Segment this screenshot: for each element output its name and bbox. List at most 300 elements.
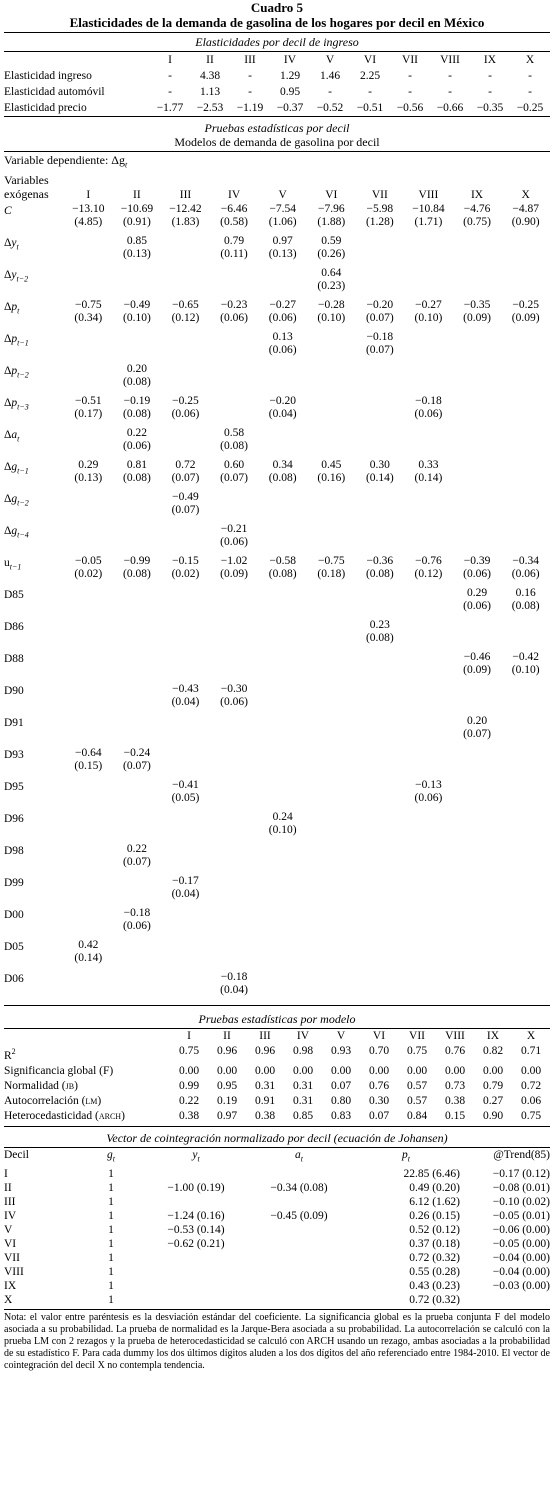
coefficient-cell [258,491,307,523]
elasticity-row [4,84,550,100]
coefficient-cell: −10.84 (1.71) [412,203,445,228]
coefficient-cell [404,491,453,523]
test-value: 0.07 [368,1110,390,1123]
elasticity-value: - [248,70,252,82]
variable-name: D00 [4,909,24,922]
regression-row [4,971,550,1003]
regression-row [4,939,550,971]
decile-label: IX [4,1279,17,1292]
decile-header: I [187,1030,191,1043]
g-value: 1 [108,1237,114,1250]
a-value: −0.34 (0.08) [270,1181,328,1194]
elasticity-value: 1.29 [279,70,301,82]
coefficient-cell: −0.19 (0.08) [122,395,151,420]
p-value: 6.12 (1.62) [409,1195,460,1208]
coefficient-cell: 0.64 (0.23) [317,267,346,292]
coefficient-cell [307,939,356,971]
decile-header: IX [470,189,484,202]
coefficient-cell [453,363,502,395]
coefficient-cell: −0.27 (0.06) [268,299,297,324]
test-value: 0.95 [216,1080,238,1093]
cointegration-header: $p_t$ [402,1149,410,1164]
test-value: 0.00 [178,1065,200,1078]
variable-name: D93 [4,749,24,762]
coefficient-cell: 0.45 (0.16) [317,459,346,484]
decile-header: VII [402,54,418,66]
coefficient-cell [113,587,162,619]
coefficient-cell [258,363,307,395]
coefficient-cell: 0.97 (0.13) [268,235,297,260]
g-value: 1 [108,1293,114,1306]
table-title: Elasticidades de la demanda de gasolina de los hogares por decil en México [69,15,485,30]
elasticity-value: 2.25 [359,70,381,82]
coefficient-cell: −0.18 (0.07) [365,331,394,356]
coefficient-cell [501,683,550,715]
coefficient-cell [404,363,453,395]
decile-header: VIII [418,189,439,202]
decile-header: II [206,54,214,66]
test-value: 0.00 [520,1065,542,1078]
coefficient-cell [210,747,259,779]
coefficient-cell [258,747,307,779]
coefficient-cell [210,811,259,843]
models-subtitle: Modelos de demanda de gasolina por decil [174,135,380,149]
coefficient-cell [210,907,259,939]
p-value: 0.26 (0.15) [409,1209,460,1222]
section-tests-by-model-title: Pruebas estadísticas por modelo [198,1012,356,1027]
regression-row [4,651,550,683]
p-value: 0.37 (0.18) [409,1237,460,1250]
elasticity-name: Elasticidad precio [4,102,87,114]
coefficient-cell [64,875,113,907]
test-value: 0.71 [520,1045,542,1058]
coefficient-cell [356,395,405,427]
elasticity-value: - [488,70,492,82]
coefficient-cell [453,459,502,491]
decile-header: V [325,54,335,66]
coefficient-cell [356,683,405,715]
a-value [246,1167,352,1181]
variable-name: D99 [4,877,24,890]
elasticity-name: Elasticidad ingreso [4,70,92,82]
g-value: 1 [108,1279,114,1292]
dependent-variable-label: Variable dependiente: $\Delta g_t$ [4,153,128,170]
coefficient-cell: −0.99 (0.08) [122,555,151,580]
test-value: 0.93 [330,1045,352,1058]
cointegration-header: $g_t$ [107,1149,115,1164]
coefficient-cell [453,523,502,555]
coefficient-cell [210,875,259,907]
decile-header: I [86,189,91,202]
coefficient-cell [161,363,210,395]
coefficient-cell [453,427,502,459]
regression-header-row [4,173,550,203]
decile-label: X [4,1293,13,1306]
trend-value: −0.05 (0.00) [492,1237,550,1250]
coefficient-cell [258,651,307,683]
cointegration-row [4,1181,550,1195]
decile-header: IV [296,1030,310,1043]
variable-name: $\Delta g_{t-1}$ [4,461,29,476]
coefficient-cell [404,875,453,907]
coefficient-cell: 0.29 (0.13) [74,459,103,484]
coefficient-cell [356,427,405,459]
variable-name: $\Delta p_{t-2}$ [4,365,29,380]
coefficient-cell [404,587,453,619]
elasticity-value: −2.53 [196,102,224,114]
test-value: 0.70 [368,1045,390,1058]
coefficient-cell [161,971,210,1003]
decile-header: II [133,189,141,202]
coefficient-cell [64,715,113,747]
coefficient-cell [501,523,550,555]
decile-label: IV [4,1209,17,1222]
coefficient-cell [404,971,453,1003]
a-value [246,1237,352,1251]
coefficient-cell [161,619,210,651]
coefficient-cell [501,459,550,491]
p-value: 22.85 (6.46) [403,1167,460,1180]
coefficient-cell [307,811,356,843]
coefficient-cell: −7.96 (1.88) [317,203,346,228]
coefficient-cell [64,235,113,267]
coefficient-cell [210,267,259,299]
coefficient-cell: −0.20 (0.07) [365,299,394,324]
coefficient-cell [161,811,210,843]
coefficient-cell [210,491,259,523]
regression-table [4,173,550,1003]
test-name: $R^2$ [4,1047,16,1063]
coefficient-cell [356,715,405,747]
regression-row [4,843,550,875]
coefficient-cell [161,715,210,747]
coefficient-cell: −0.42 (0.10) [511,651,540,676]
coefficient-cell [453,875,502,907]
elasticity-value: - [168,70,172,82]
y-value [146,1167,246,1181]
cointegration-table [4,1148,550,1306]
y-value [146,1265,246,1279]
elasticity-name: Elasticidad automóvil [4,86,105,98]
trend-value: −0.08 (0.01) [492,1181,550,1194]
decile-label: II [4,1181,12,1194]
coefficient-cell: −0.64 (0.15) [74,747,103,772]
coefficient-cell: 0.33 (0.14) [414,459,443,484]
coefficient-cell [161,843,210,875]
elasticity-value: - [408,70,412,82]
coefficient-cell [258,619,307,651]
coefficient-cell [453,971,502,1003]
coefficient-cell [356,491,405,523]
test-value: 0.57 [406,1095,428,1108]
coefficient-cell [307,587,356,619]
coefficient-cell: 0.20 (0.07) [463,715,491,740]
coefficient-cell [64,971,113,1003]
coefficient-cell [453,267,502,299]
coefficient-cell [258,267,307,299]
coefficient-cell: 0.72 (0.07) [171,459,200,484]
coefficient-cell [453,747,502,779]
coefficient-cell [404,683,453,715]
model-test-row [4,1064,550,1079]
coefficient-cell [307,491,356,523]
coefficient-cell [64,683,113,715]
test-value: 0.19 [216,1095,238,1108]
g-value: 1 [108,1167,114,1180]
test-name: Significancia global (F) [4,1065,114,1078]
trend-value: −0.05 (0.01) [492,1209,550,1222]
test-value: 0.76 [368,1080,390,1093]
regression-row [4,523,550,555]
coefficient-cell [356,363,405,395]
test-value: 0.38 [254,1110,276,1123]
coefficient-cell [161,939,210,971]
variable-name: D06 [4,973,24,986]
coefficient-cell [404,619,453,651]
table-note: Nota: el valor entre paréntesis es la desviación estándar del coeficiente. La significancia global es la prueba conjunta F del modelo asociada a su probabilidad. La prueba de normalidad es la Jarque-Bera asociada a su probabilidad. La autocorrelación se calculó con la prueba LM con 2 rezagos y la prueba de heterocedasticidad se calculó con ARCH usando un rezago, ambas asociadas a la probabilidad de su estadístico F. Para cada dummy los dos últimos dígitos aluden a los dos dígitos del año referenciado entre 1984-2010. El vector de cointegración del decil X no contempla tendencia. [4,1311,550,1371]
coefficient-cell: −1.02 (0.09) [220,555,248,580]
coefficient-cell [161,747,210,779]
coefficient-cell: −0.23 (0.06) [220,299,248,324]
model-tests-header-row [4,1029,550,1044]
g-value: 1 [108,1195,114,1208]
coefficient-cell [210,715,259,747]
coefficient-cell [161,235,210,267]
cointegration-row [4,1195,550,1209]
model-test-row [4,1094,550,1109]
regression-row [4,907,550,939]
coefficient-cell [453,619,502,651]
test-value: 0.00 [254,1065,276,1078]
coefficient-cell: −0.51 (0.17) [74,395,103,420]
coefficient-cell [501,427,550,459]
test-value: 0.97 [216,1110,238,1123]
coefficient-cell [453,907,502,939]
coefficient-cell [64,779,113,811]
test-value: 0.82 [482,1045,504,1058]
coefficient-cell [404,939,453,971]
coefficient-cell: −0.15 (0.02) [171,555,200,580]
test-value: 0.27 [482,1095,504,1108]
cointegration-row [4,1209,550,1223]
coefficient-cell [404,747,453,779]
coefficient-cell: −0.58 (0.08) [268,555,297,580]
coefficient-cell [64,331,113,363]
test-value: 0.91 [254,1095,276,1108]
coefficient-cell [210,843,259,875]
decile-header: VI [372,1030,386,1043]
regression-row [4,203,550,235]
coefficient-cell [258,907,307,939]
decile-label: VII [4,1251,20,1264]
coefficient-cell [453,331,502,363]
coefficient-cell [258,843,307,875]
coefficient-cell: 0.23 (0.08) [365,619,394,644]
coefficient-cell: −0.18 (0.04) [220,971,248,996]
y-value: −0.53 (0.14) [167,1223,225,1236]
elasticity-value: −0.25 [516,102,544,114]
test-value: 0.85 [292,1110,314,1123]
test-value: 0.31 [292,1080,314,1093]
coefficient-cell [258,587,307,619]
coefficient-cell: −0.30 (0.06) [220,683,248,708]
coefficient-cell [113,651,162,683]
cointegration-header: $a_t$ [295,1149,303,1164]
coefficient-cell [356,267,405,299]
trend-value: −0.03 (0.00) [492,1279,550,1292]
coefficient-cell [113,779,162,811]
coefficient-cell [501,811,550,843]
test-value: 0.75 [520,1110,542,1123]
test-value: 0.73 [444,1080,466,1093]
elasticity-value: 4.38 [199,70,221,82]
coefficient-cell [64,651,113,683]
coefficient-cell [64,587,113,619]
coefficient-cell [356,875,405,907]
decile-header: III [259,1030,271,1043]
coefficient-cell: −0.18 (0.06) [122,907,151,932]
coefficient-cell [307,331,356,363]
test-value: 0.80 [330,1095,352,1108]
section-elasticities-title: Elasticidades por decil de ingreso [195,35,359,49]
decile-header: I [168,54,172,66]
p-value: 0.52 (0.12) [409,1223,460,1236]
variable-name: D90 [4,685,24,698]
coefficient-cell: −0.41 (0.05) [171,779,200,804]
coefficient-cell: −0.36 (0.08) [365,555,394,580]
coefficient-cell [453,843,502,875]
coefficient-cell: −0.21 (0.06) [220,523,248,548]
coefficient-cell [356,843,405,875]
coefficient-cell: −0.20 (0.04) [268,395,297,420]
variable-name: D05 [4,941,24,954]
coefficient-cell [307,971,356,1003]
coefficient-cell [210,587,259,619]
regression-row [4,299,550,331]
a-value [246,1223,352,1237]
variable-name: D85 [4,589,24,602]
test-value: 0.90 [482,1110,504,1123]
test-value: 0.57 [406,1080,428,1093]
p-value: 0.72 (0.32) [409,1293,460,1306]
decile-header: VII [371,189,388,202]
decile-header: VI [363,54,377,66]
variable-name: $\Delta y_{t-2}$ [4,269,29,284]
decile-header: VI [325,189,338,202]
coefficient-cell [404,523,453,555]
coefficient-cell: −0.18 (0.06) [414,395,443,420]
coefficient-cell [404,715,453,747]
elasticities-table [4,52,550,116]
coefficient-cell [307,779,356,811]
coefficient-cell [113,683,162,715]
elasticity-value: - [528,70,532,82]
g-value: 1 [108,1251,114,1264]
coefficient-cell [453,683,502,715]
coefficient-cell [161,651,210,683]
decile-label: V [4,1223,13,1236]
g-value: 1 [108,1181,114,1194]
coefficient-cell: 0.60 (0.07) [220,459,248,484]
decile-header: VIII [445,1030,465,1043]
coefficient-cell [307,395,356,427]
a-value: −0.45 (0.09) [270,1209,328,1222]
decile-header: VII [409,1030,425,1043]
coefficient-cell [161,331,210,363]
test-value: 0.00 [482,1065,504,1078]
coefficient-cell [501,939,550,971]
elasticity-value: −0.52 [316,102,344,114]
coefficient-cell [453,779,502,811]
coefficient-cell [501,267,550,299]
coefficient-cell: −0.17 (0.04) [171,875,200,900]
coefficient-cell: −0.39 (0.06) [463,555,491,580]
coefficient-cell: −0.65 (0.12) [171,299,200,324]
decile-header: VIII [440,54,460,66]
cointegration-row [4,1237,550,1251]
test-value: 0.15 [444,1110,466,1123]
test-value: 0.84 [406,1110,428,1123]
coefficient-cell [161,523,210,555]
coefficient-cell: −5.98 (1.28) [365,203,394,228]
section-cointegration-title: Vector de cointegración normalizado por decil (ecuación de Johansen) [106,1131,448,1146]
coefficient-cell [307,523,356,555]
coefficient-cell [356,587,405,619]
variable-name: $\Delta y_t$ [4,237,19,252]
coefficient-cell: 0.30 (0.14) [365,459,394,484]
test-name: Autocorrelación (lm) [4,1095,102,1108]
coefficient-cell [307,651,356,683]
regression-row [4,587,550,619]
coefficient-cell [64,843,113,875]
coefficient-cell [161,587,210,619]
test-value: 0.22 [178,1095,200,1108]
decile-header: IV [283,54,297,66]
coefficient-cell [258,715,307,747]
variable-name: $\Delta g_{t-2}$ [4,493,29,508]
p-value: 0.55 (0.28) [409,1265,460,1278]
coefficient-cell [113,331,162,363]
decile-header: X [526,1030,536,1043]
test-value: 0.00 [444,1065,466,1078]
test-value: 0.79 [482,1080,504,1093]
elasticity-value: 1.46 [319,70,341,82]
coefficient-cell [64,267,113,299]
coefficient-cell: 0.29 (0.06) [463,587,491,612]
elasticity-value: −1.19 [236,102,264,114]
coefficient-cell [453,395,502,427]
cointegration-header: @Trend(85) [493,1149,550,1162]
decile-header: IV [228,189,241,202]
test-value: 0.99 [178,1080,200,1093]
elasticity-row [4,68,550,84]
coefficient-cell [404,235,453,267]
coefficient-cell [210,779,259,811]
coefficient-cell [356,779,405,811]
decile-header: III [244,54,256,66]
regression-row [4,619,550,651]
variable-name: $\Delta p_{t-3}$ [4,397,29,412]
coefficient-cell [307,875,356,907]
coefficient-cell: 0.79 (0.11) [220,235,248,260]
coefficient-cell: −0.25 (0.06) [171,395,200,420]
coefficient-cell: −0.75 (0.34) [74,299,103,324]
test-value: 0.38 [444,1095,466,1108]
test-value: 0.76 [444,1045,466,1058]
coefficient-cell [307,683,356,715]
decile-header: V [278,189,287,202]
cointegration-row [4,1265,550,1279]
